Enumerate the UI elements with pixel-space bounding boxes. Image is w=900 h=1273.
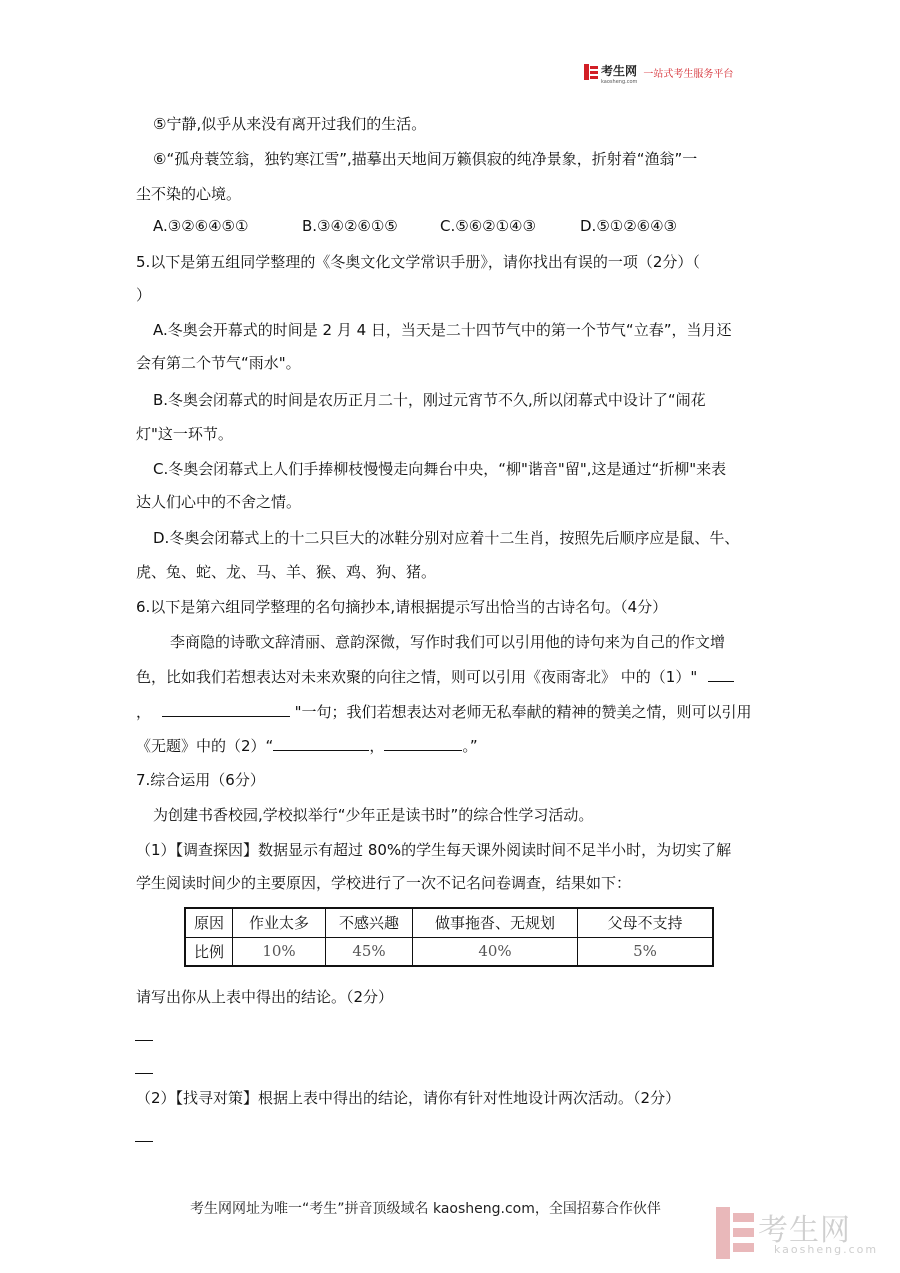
item-5-text: ⑤宁静,似乎从来没有离开过我们的生活。	[153, 115, 427, 133]
q5-option-d-cont: 虎、兔、蛇、龙、马、羊、猴、鸡、狗、猪。	[136, 563, 437, 581]
q7-question-1: 请写出你从上表中得出的结论。（2分）	[136, 988, 394, 1006]
watermark-logo	[708, 1203, 888, 1263]
item-6-text: ⑥“孤舟蓑笠翁，独钓寒江雪”,描摹出天地间万籁俱寂的纯净景象，折射着“渔翁”一	[153, 150, 698, 168]
q6-blank-2a[interactable]	[273, 735, 369, 751]
q6-para-1: 李商隐的诗歌文辞清丽、意韵深微，写作时我们可以引用他的诗句来为自己的作文增	[170, 633, 726, 651]
q6-para-4-comma: ，	[369, 737, 385, 755]
survey-header-cell: 不感兴趣	[326, 908, 413, 937]
q6-para-4	[136, 735, 478, 756]
q5-option-a: A.冬奥会开幕式的时间是 2 月 4 日，当天是二十四节气中的第一个节气“立春”，当月还	[153, 321, 732, 339]
q6-title: 6.以下是第六组同学整理的名句摘抄本,请根据提示写出恰当的古诗名句。（4分）	[136, 598, 668, 616]
answer-line[interactable]	[135, 1040, 153, 1041]
header-slogan: 一站式考生服务平台	[643, 68, 734, 80]
q6-para-4-text: 《无题》中的（2）“	[136, 737, 274, 755]
survey-header-cell: 作业太多	[233, 908, 326, 937]
survey-value-cell: 10%	[233, 937, 326, 966]
header-domain: kaosheng.com	[601, 78, 638, 85]
q6-para-2-text: 色，比如我们若想表达对未来欢聚的向往之情，则可以引用《夜雨寄北》 中的（1）"	[136, 668, 698, 686]
q4-option-d: D.⑤①②⑥④③	[580, 217, 678, 235]
q4-option-a: A.③②⑥④⑤①	[153, 217, 249, 235]
q5-title-cont: ）	[136, 286, 152, 304]
watermark-logo-icon	[716, 1207, 754, 1259]
q5-option-a-cont: 会有第二个节气“雨水"。	[136, 354, 301, 372]
footer-text: 考生网网址为唯一“考生”拼音顶级域名 kaosheng.com，全国招募合作伙伴	[190, 1201, 661, 1217]
q6-para-3-comma: ，	[136, 703, 152, 721]
q6-blank-2b[interactable]	[384, 735, 462, 751]
q6-blank-1a[interactable]	[708, 666, 734, 682]
kaosheng-logo-icon	[584, 64, 598, 80]
watermark-domain: kaosheng.com	[774, 1243, 879, 1256]
q7-part-1-cont: 学生阅读时间少的主要原因，学校进行了一次不记名问卷调查，结果如下：	[136, 874, 632, 892]
survey-value-row	[185, 937, 713, 966]
q5-title: 5.以下是第五组同学整理的《冬奥文化文学常识手册》，请你找出有误的一项（2分）（	[136, 253, 700, 271]
q4-option-c: C.⑤⑥②①④③	[440, 217, 536, 235]
q5-option-d: D.冬奥会闭幕式上的十二只巨大的冰鞋分别对应着十二生肖，按照先后顺序应是鼠、牛、	[153, 529, 740, 547]
q5-option-c-cont: 达人们心中的不舍之情。	[136, 493, 302, 511]
answer-line[interactable]	[135, 1073, 153, 1074]
q6-para-3-text: "一句；我们若想表达对老师无私奉献的精神的赞美之情，则可以引用	[294, 703, 752, 721]
q6-blank-1b[interactable]	[162, 701, 290, 717]
item-6-text-cont: 尘不染的心境。	[136, 185, 242, 203]
survey-table	[184, 907, 714, 967]
q7-part-1: （1）【调查探因】数据显示有超过 80%的学生每天课外阅读时间不足半小时，为切实了解	[136, 841, 732, 859]
q5-option-b: B.冬奥会闭幕式的时间是农历正月二十，刚过元宵节不久,所以闭幕式中设计了“闹花	[153, 391, 706, 409]
q4-option-b: B.③④②⑥①⑤	[302, 217, 398, 235]
survey-value-cell: 5%	[578, 937, 714, 966]
survey-head-label: 原因	[185, 908, 233, 937]
watermark-brand: 考生网	[758, 1213, 851, 1248]
survey-value-cell: 45%	[326, 937, 413, 966]
q6-para-2	[136, 666, 734, 687]
q7-part-2: （2）【找寻对策】根据上表中得出的结论，请你有针对性地设计两次活动。（2分）	[136, 1089, 681, 1107]
q5-option-b-cont: 灯"这一环节。	[136, 425, 233, 443]
q5-option-c: C.冬奥会闭幕式上人们手捧柳枝慢慢走向舞台中央，“柳"谐音"留",这是通过“折柳"来表	[153, 460, 727, 478]
q7-intro: 为创建书香校园,学校拟举行“少年正是读书时”的综合性学习活动。	[153, 806, 594, 824]
q7-title: 7.综合运用（6分）	[136, 771, 265, 789]
q6-para-4-end: 。”	[462, 737, 478, 755]
survey-header-cell: 做事拖沓、无规划	[413, 908, 578, 937]
survey-row-label: 比例	[185, 937, 233, 966]
answer-line[interactable]	[135, 1141, 153, 1142]
header-logo[interactable]	[584, 62, 734, 85]
header-brand: 考生网	[601, 63, 638, 78]
survey-header-row	[185, 908, 713, 937]
survey-header-cell: 父母不支持	[578, 908, 714, 937]
q6-para-3	[136, 701, 751, 722]
survey-value-cell: 40%	[413, 937, 578, 966]
